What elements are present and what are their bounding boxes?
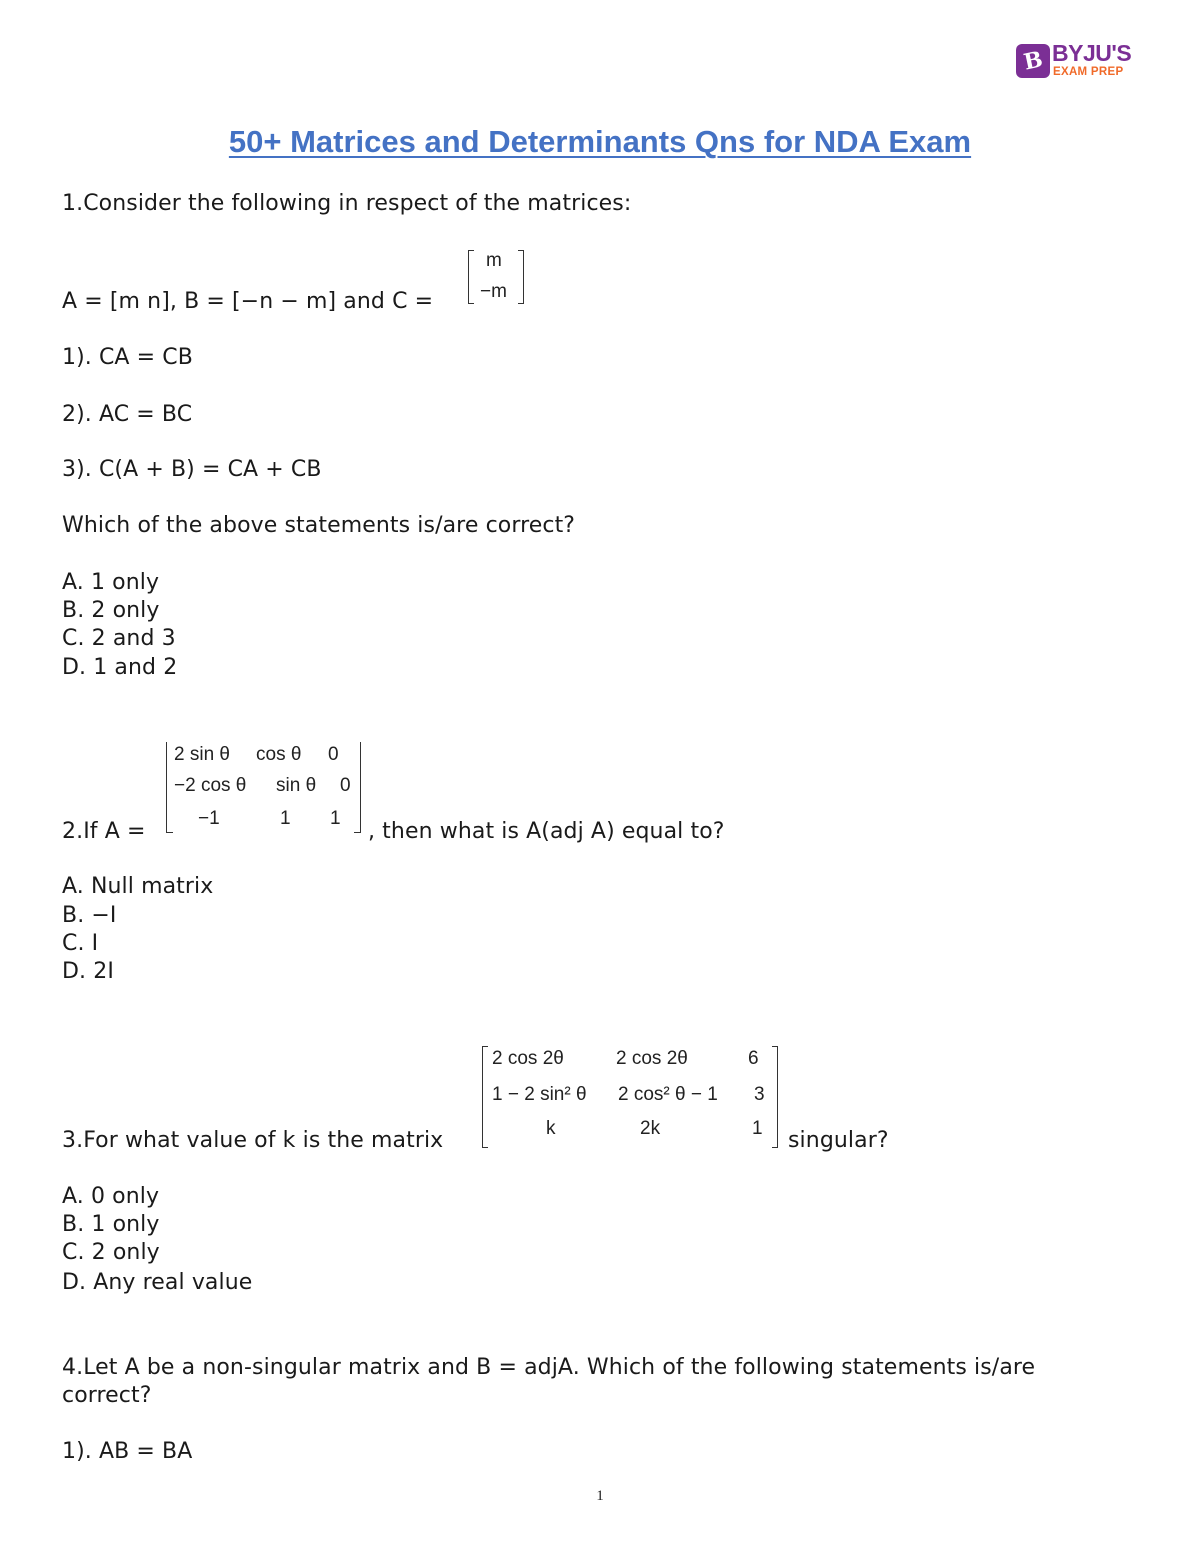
matrix-q2-left-bar bbox=[166, 742, 167, 824]
q2-option: A. Null matrix bbox=[62, 874, 214, 899]
q1-statement: 2). AC = BC bbox=[62, 402, 193, 427]
q4-stem-continued: correct? bbox=[62, 1383, 152, 1408]
matrix-q3-cell: 1 bbox=[752, 1118, 763, 1139]
matrix-q2-cell: cos θ bbox=[256, 744, 302, 765]
matrix-q2-cell: 1 bbox=[330, 808, 341, 829]
matrix-q2-cell: 0 bbox=[328, 744, 339, 765]
matrix-q3-cell: 2 cos 2θ bbox=[492, 1048, 564, 1069]
matrix-q2-cell: 0 bbox=[340, 775, 351, 796]
matrix-c bbox=[468, 248, 524, 306]
page-title: 50+ Matrices and Determinants Qns for NDA Exam bbox=[228, 124, 972, 159]
matrix-q3 bbox=[482, 1044, 778, 1152]
matrix-q3-cell: 1 − 2 sin² θ bbox=[492, 1084, 587, 1105]
q4-statement: 1). AB = BA bbox=[62, 1439, 193, 1464]
q1-definition: A = [m n], B = [−n − m] and C = bbox=[62, 289, 434, 314]
matrix-q2-cell: 2 sin θ bbox=[174, 744, 230, 765]
matrix-q3-cell: 6 bbox=[748, 1048, 759, 1069]
q3-tail: singular? bbox=[788, 1128, 889, 1153]
matrix-c-cell: −m bbox=[480, 281, 507, 302]
q4-stem: 4.Let A be a non-singular matrix and B = adjA. Which of the following statements is/are bbox=[62, 1355, 1036, 1380]
q1-option: C. 2 and 3 bbox=[62, 626, 176, 651]
q1-option: B. 2 only bbox=[62, 598, 160, 623]
page-number: 1 bbox=[596, 1488, 604, 1504]
matrix-q3-cell: 3 bbox=[754, 1084, 765, 1105]
matrix-q3-cell: 2 cos² θ − 1 bbox=[618, 1084, 718, 1105]
matrix-q3-left-bracket bbox=[482, 1046, 488, 1148]
q2-option: B. −I bbox=[62, 903, 117, 928]
matrix-c-cell: m bbox=[486, 250, 502, 271]
logo-name: BYJU'S bbox=[1052, 40, 1132, 66]
matrix-q2-right-foot bbox=[354, 824, 361, 833]
q1-statement: 1). CA = CB bbox=[62, 345, 193, 370]
matrix-q2-cell: −2 cos θ bbox=[174, 775, 247, 796]
byjus-exam-prep-logo bbox=[1016, 40, 1136, 80]
q1-statement: 3). C(A + B) = CA + CB bbox=[62, 457, 322, 482]
q3-option: A. 0 only bbox=[62, 1184, 160, 1209]
matrix-q2 bbox=[164, 740, 368, 840]
matrix-q3-cell: 2 cos 2θ bbox=[616, 1048, 688, 1069]
q3-option: C. 2 only bbox=[62, 1240, 160, 1265]
matrix-q3-right-bracket bbox=[772, 1046, 778, 1148]
logo-mark: B bbox=[1016, 44, 1050, 78]
matrix-c-left-bracket bbox=[468, 250, 474, 304]
q2-option: C. I bbox=[62, 931, 99, 956]
matrix-q2-cell: sin θ bbox=[276, 775, 317, 796]
logo-subtitle: EXAM PREP bbox=[1053, 66, 1124, 78]
q1-stem: 1.Consider the following in respect of the matrices: bbox=[62, 191, 632, 216]
q1-option: D. 1 and 2 bbox=[62, 655, 178, 680]
q2-option: D. 2I bbox=[62, 959, 114, 984]
q1-question: Which of the above statements is/are correct? bbox=[62, 513, 576, 538]
q2-tail: , then what is A(adj A) equal to? bbox=[368, 819, 725, 844]
q3-option: D. Any real value bbox=[62, 1270, 253, 1295]
q1-option: A. 1 only bbox=[62, 570, 160, 595]
matrix-q3-cell: 2k bbox=[640, 1118, 661, 1139]
matrix-q3-cell: k bbox=[546, 1118, 556, 1139]
q2-lead: 2.If A = bbox=[62, 819, 146, 844]
matrix-q2-cell: −1 bbox=[198, 808, 220, 829]
matrix-q2-left-foot bbox=[166, 824, 173, 833]
matrix-q2-right-bar bbox=[360, 742, 361, 824]
matrix-c-right-bracket bbox=[518, 250, 524, 304]
q3-option: B. 1 only bbox=[62, 1212, 160, 1237]
matrix-q2-cell: 1 bbox=[280, 808, 291, 829]
q3-lead: 3.For what value of k is the matrix bbox=[62, 1128, 444, 1153]
